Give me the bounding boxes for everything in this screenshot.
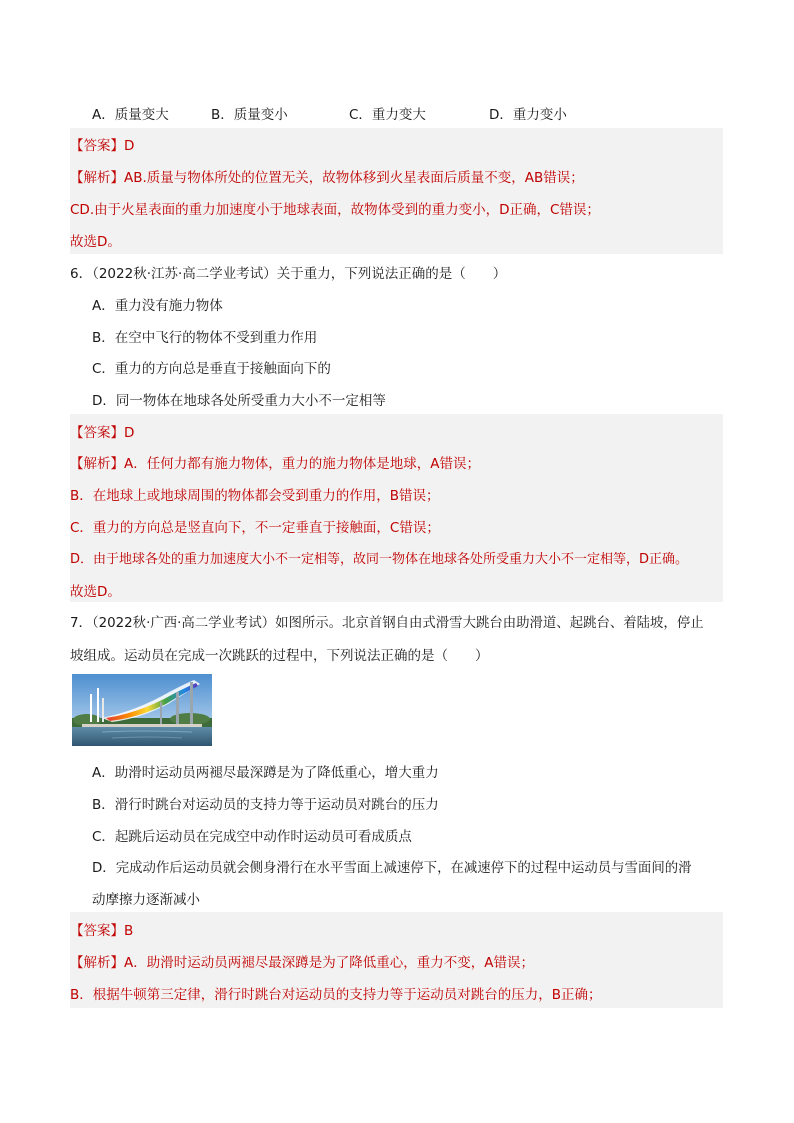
q6-analysis-line: 【解析】A．任何力都有施力物体，重力的施力物体是地球，A错误；	[70, 456, 480, 472]
q7-option-d-cont: 动摩擦力逐渐减小	[92, 892, 200, 908]
q7-analysis-line: B．根据牛顿第三定律，滑行时跳台对运动员的支持力等于运动员对跳台的压力，B正确；	[70, 987, 602, 1003]
q5-option-b: B．质量变小	[211, 107, 288, 123]
q5-answer-block	[70, 128, 723, 254]
q5-option-d: D．重力变小	[489, 107, 567, 123]
q6-analysis-line: C．重力的方向总是竖直向下，不一定垂直于接触面，C错误；	[70, 520, 440, 536]
q5-analysis-line: CD.由于火星表面的重力加速度小于地球表面，故物体受到的重力变小，D正确，C错误；	[70, 202, 600, 218]
q7-answer: 【答案】B	[70, 923, 134, 939]
q7-option-a: A．助滑时运动员两褪尽最深蹲是为了降低重心，增大重力	[92, 765, 439, 781]
q6-stem: 6．（2022秋·江苏·高二学业考试）关于重力，下列说法正确的是（ ）	[70, 266, 507, 282]
q7-stem-line1: 7．（2022秋·广西·高二学业考试）如图所示。北京首钢自由式滑雪大跳台由助滑道、起跳台、着陆坡，停止	[70, 616, 704, 631]
q6-answer-block	[70, 414, 723, 602]
q6-analysis-line: D．由于地球各处的重力加速度大小不一定相等，故同一物体在地球各处所受重力大小不一定相等，D正确。	[70, 552, 689, 567]
q6-option-b: B．在空中飞行的物体不受到重力作用	[92, 330, 318, 346]
q6-option-a: A．重力没有施力物体	[92, 298, 223, 314]
q5-analysis-line: 【解析】AB.质量与物体所处的位置无关，故物体移到火星表面后质量不变，AB错误；	[70, 170, 584, 186]
q5-analysis-line: 故选D。	[70, 234, 121, 250]
q5-options	[0, 103, 794, 123]
q7-option-d: D．完成动作后运动员就会侧身滑行在水平雪面上减速停下，在减速停下的过程中运动员与雪面间的滑	[92, 861, 692, 876]
q6-analysis-line: B．在地球上或地球周围的物体都会受到重力的作用，B错误；	[70, 488, 440, 504]
q6-option-c: C．重力的方向总是垂直于接触面向下的	[92, 361, 331, 377]
ski-jump-photo	[72, 674, 212, 746]
q7-option-b: B．滑行时跳台对运动员的支持力等于运动员对跳台的压力	[92, 797, 439, 813]
q6-answer: 【答案】D	[70, 425, 135, 441]
q5-option-c: C．重力变大	[349, 107, 426, 123]
q6-analysis-line: 故选D。	[70, 584, 121, 600]
q5-answer: 【答案】D	[70, 138, 135, 154]
q7-analysis-line: 【解析】A．助滑时运动员两褪尽最深蹲是为了降低重心，重力不变，A错误；	[70, 955, 534, 971]
q6-option-d: D．同一物体在地球各处所受重力大小不一定相等	[92, 393, 386, 409]
q5-option-a: A．质量变大	[92, 107, 169, 123]
q7-stem-line2: 坡组成。运动员在完成一次跳跃的过程中，下列说法正确的是（ ）	[70, 648, 489, 664]
q7-option-c: C．起跳后运动员在完成空中动作时运动员可看成质点	[92, 829, 412, 845]
